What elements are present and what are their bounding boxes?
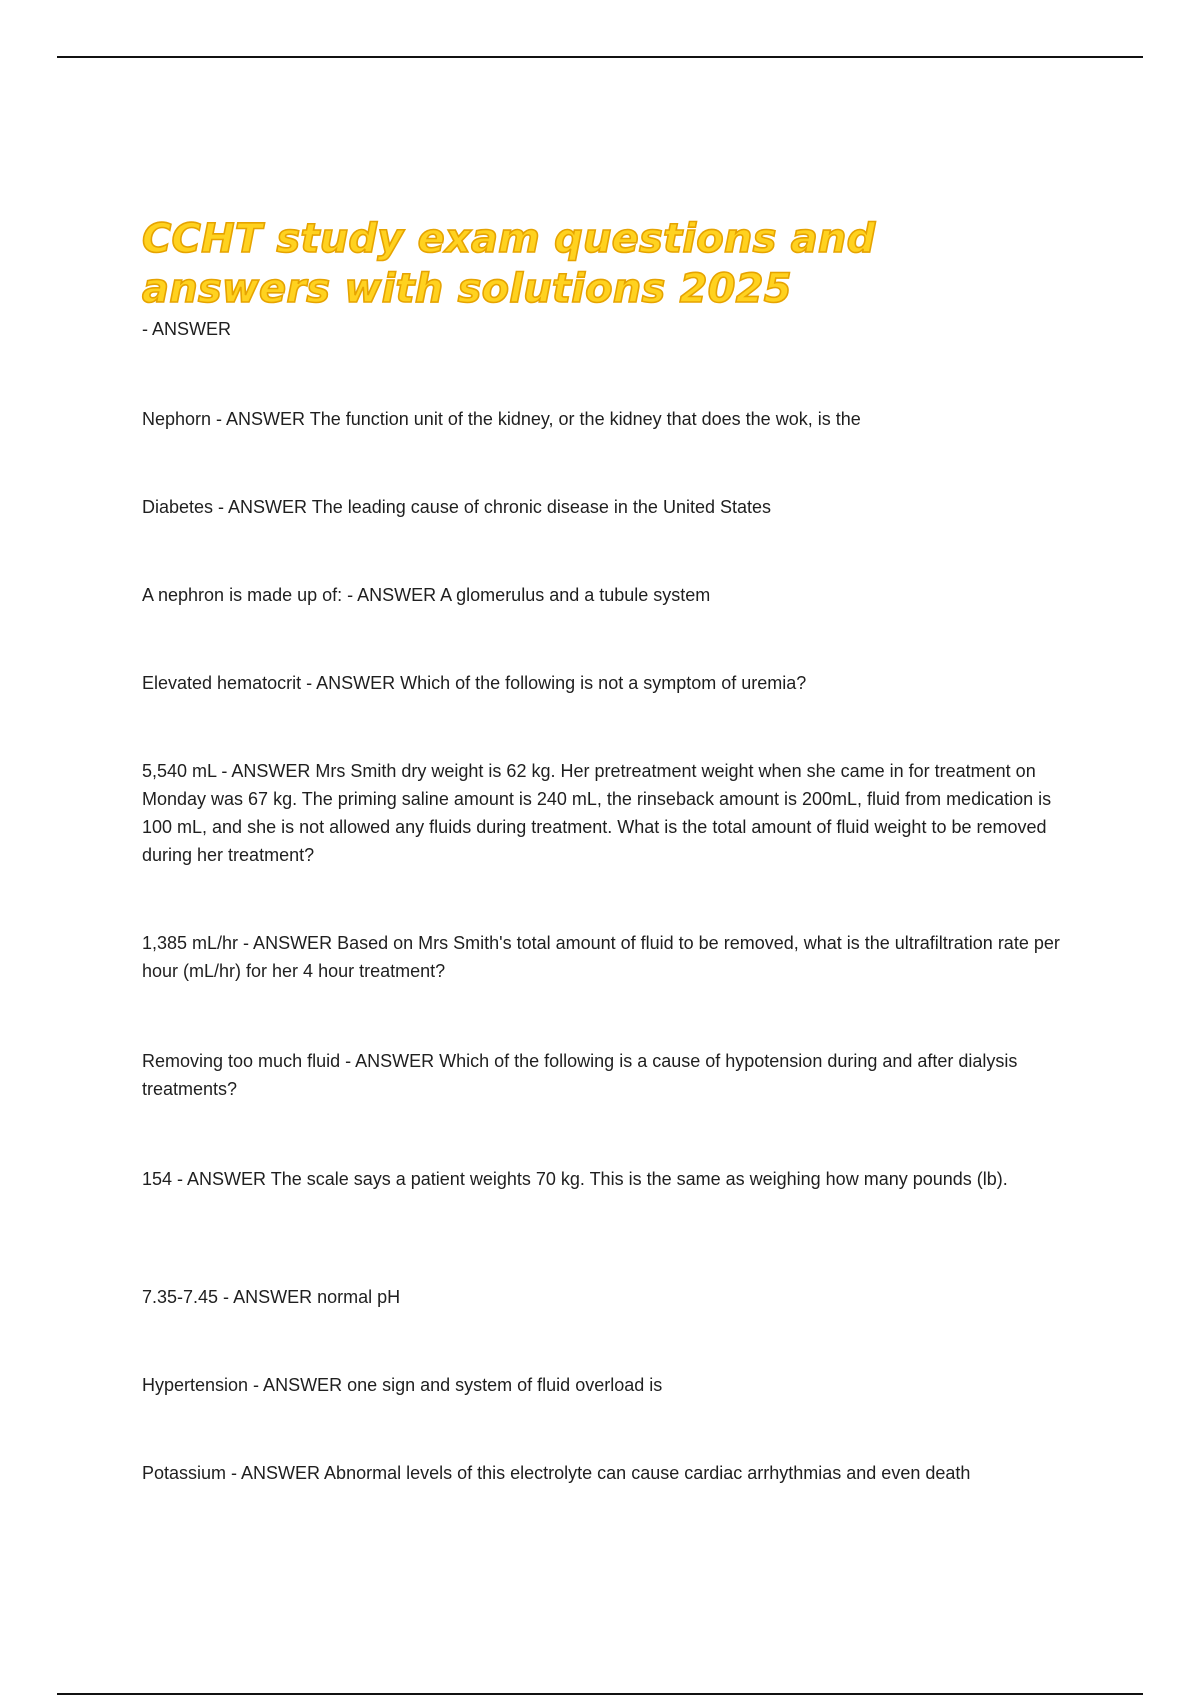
qa-item-nephron: Nephorn - ANSWER The function unit of the kidney, or the kidney that does the wok, is the <box>142 409 861 429</box>
qa-item-normal-ph: 7.35-7.45 - ANSWER normal pH <box>142 1287 401 1307</box>
bottom-rule <box>57 1693 1143 1695</box>
qa-item-uf-rate: 1,385 mL/hr - ANSWER Based on Mrs Smith's total amount of fluid to be removed, what is the ultrafiltration rate per hour (mL/hr) for her 4 hour treatment? <box>142 933 1060 981</box>
qa-item-hypotension: Removing too much fluid - ANSWER Which of the following is a cause of hypotension during and after dialysis treatments? <box>142 1051 1018 1099</box>
document-title: CCHT study exam questions and answers with solutions 2025 <box>142 216 876 312</box>
qa-item-nephron-parts: A nephron is made up of: - ANSWER A glomerulus and a tubule system <box>142 585 711 605</box>
qa-item-potassium: Potassium - ANSWER Abnormal levels of this electrolyte can cause cardiac arrhythmias and even death <box>142 1463 971 1483</box>
top-rule <box>57 56 1143 58</box>
qa-item-fluid-overload: Hypertension - ANSWER one sign and system of fluid overload is <box>142 1375 663 1395</box>
document-subtitle: - ANSWER <box>142 319 232 339</box>
qa-item-weight-conversion: 154 - ANSWER The scale says a patient weights 70 kg. This is the same as weighing how many pounds (lb). <box>142 1169 1008 1189</box>
qa-item-diabetes: Diabetes - ANSWER The leading cause of chronic disease in the United States <box>142 497 772 517</box>
qa-item-hematocrit: Elevated hematocrit - ANSWER Which of the following is not a symptom of uremia? <box>142 673 807 693</box>
qa-item-fluid-removal: 5,540 mL - ANSWER Mrs Smith dry weight is 62 kg. Her pretreatment weight when she came in for treatment on Monday was 67 kg. The priming saline amount is 240 mL, the rinseback amount is 200mL, fluid from medication is 100 mL, and she is not allowed any fluids during treatment. What is the total amount of fluid weight to be removed during her treatment? <box>142 761 1052 865</box>
